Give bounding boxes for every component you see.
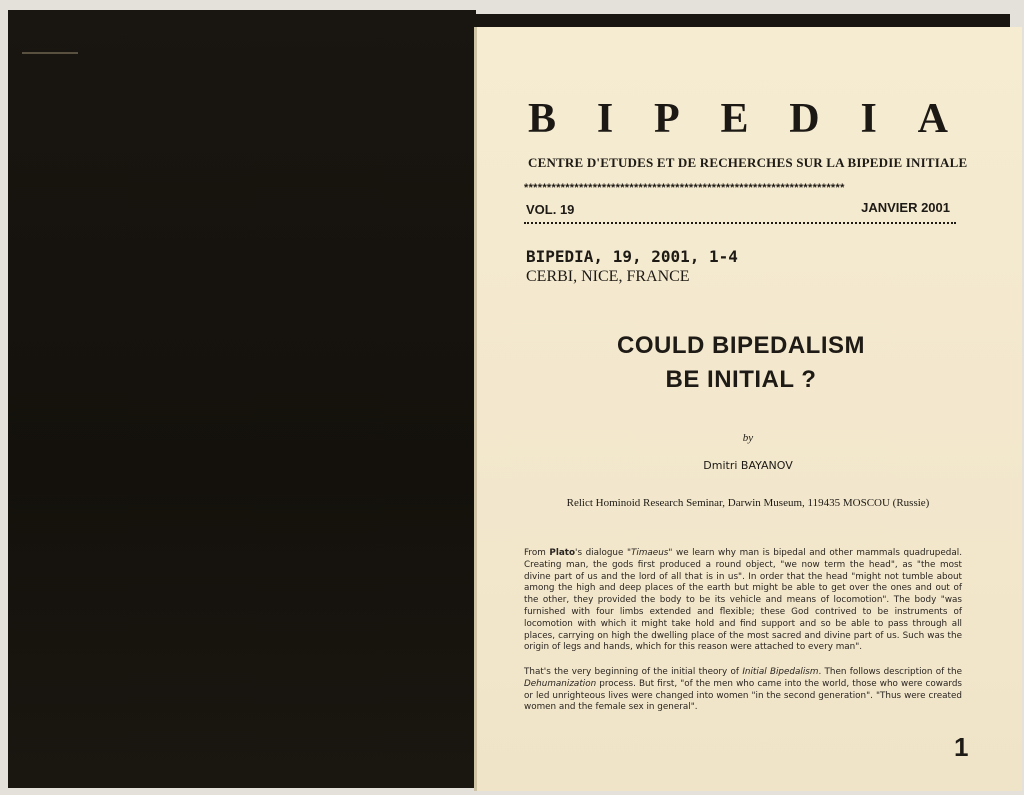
author-affiliation: Relict Hominoid Research Seminar, Darwin Museum, 119435 MOSCOU (Russie) [566,497,930,509]
journal-subtitle: CENTRE D'ETUDES ET DE RECHERCHES SUR LA BIPEDIE INITIALE [528,155,968,170]
text-run: Timaeus [631,548,669,558]
title-letter: D [789,96,820,142]
citation-location: CERBI, NICE, FRANCE [526,268,690,285]
text-run: From [524,548,550,558]
left-cover-page [8,10,476,788]
title-letter: B [528,96,557,142]
text-run: " we learn why man is bipedal and other mammals quadrupedal. Creating man, the gods first produced a round object, "we now term the head", as "the most divine part of us and the lord of all that is in us". In order that the head "might not tumble about among the high and deep places of the earth but might be able to get over the ones and out of the other, they provided the body to be its vehicle and means of locomotion". The body "was furnished with four limbs extended and flexible; these God contrived to be instruments of locomotion with which it might take hold and find support and so be able to pass through all places, carrying on high the dwelling place of the most sacred and divine part of us. Such was the origin of legs and hands, which for this reason were attached to every man". [524,548,963,653]
text-run: That's the very beginning of the initial theory of [524,667,743,677]
volume-label: VOL. 19 [526,202,575,217]
page-edge-shadow [470,14,1010,28]
title-letter: I [596,96,614,142]
text-run: . Then follows description of the [818,667,962,677]
body-paragraph-2 [524,667,962,714]
text-run: 's dialogue " [575,548,632,558]
journal-title [528,95,948,143]
citation-ref: BIPEDIA, 19, 2001, 1-4 [526,247,738,266]
journal-page [474,27,1022,791]
text-run: Dehumanization [524,678,597,689]
star-divider: ********************************************************************** [524,183,845,193]
text-run: Plato [549,548,576,558]
byline: by [742,432,754,444]
text-run: Initial Bipedalism [742,667,819,677]
title-letter: A [917,96,948,142]
cover-mark [22,52,78,54]
author-name: Dmitri BAYANOV [703,459,793,472]
title-letter: E [720,96,749,142]
title-letter: P [654,96,680,142]
page-binding [474,27,477,791]
title-letter: I [860,96,877,142]
issue-date: JANVIER 2001 [861,200,950,215]
page-number: 1 [954,732,969,762]
dotted-divider [524,222,956,224]
body-paragraph-1 [524,548,962,654]
text-run: process. But first, "of the men who came into the world, those who were cowards or led unrighteous lives were changed into women "in the second generation". "Thus were created women and the female sex in general". [524,678,962,713]
article-title: COULD BIPEDALISM BE INITIAL ? [617,332,865,393]
